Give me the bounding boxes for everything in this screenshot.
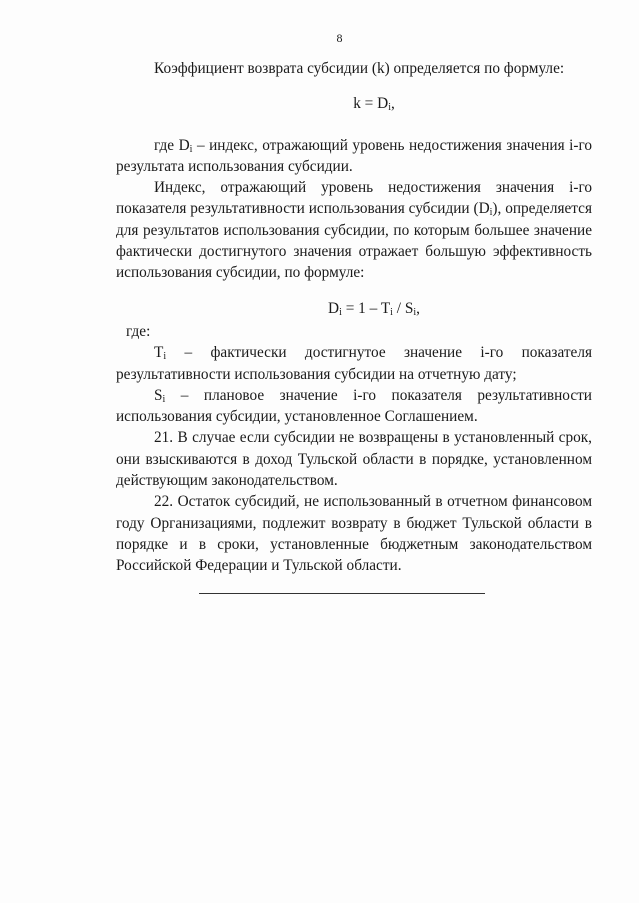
paragraph-22: 22. Остаток субсидий, не использованный в отчетном финансовом году Организациями, подлежит возврату в бюджет Тульской области в порядке и в сроки, установленные бюджетным законодательством Российской Федерации и Тульской области.: [116, 493, 592, 575]
ti-rest: – фактически достигнутое значение i-го показателя результативности использования субсидии на отчетную дату;: [116, 344, 592, 383]
di-def-subscript: i: [189, 143, 193, 155]
document-body: [116, 58, 592, 577]
index-rest: ), определяется для результатов использования субсидии, по которым большее значение фактически достигнутого значения отражает большую эффективность использования субсидии, по формуле:: [116, 200, 592, 282]
formula-d-part4: ,: [416, 299, 420, 317]
end-separator-line: [199, 593, 485, 594]
formula-d-sub1: i: [339, 306, 342, 318]
formula-k-lhs: k = D: [353, 95, 389, 113]
paragraph-si-definition: [116, 385, 592, 428]
index-subscript: i: [489, 207, 493, 219]
ti-subscript: i: [163, 351, 167, 363]
paragraph-coefficient-intro: Коэффициент возврата субсидии (k) определяется по формуле:: [154, 60, 565, 77]
si-rest: – плановое значение i-го показателя результативности использования субсидии, установленное Соглашением.: [116, 386, 592, 426]
formula-d-sub3: i: [413, 306, 417, 318]
si-start: S: [154, 386, 163, 404]
paragraph-index: [116, 177, 592, 283]
formula-d: [116, 298, 592, 319]
ti-start: T: [154, 344, 164, 362]
index-start: Индекс, отражающий уровень недостижения значения i-го показателя результативности использования субсидии (D: [116, 179, 592, 218]
formula-k: [116, 93, 592, 114]
formula-d-part1: D: [328, 299, 340, 317]
formula-d-part2: = 1 – T: [341, 299, 391, 317]
formula-k-tail: ,: [390, 95, 395, 113]
di-def-start: где D: [154, 136, 190, 154]
paragraph-di-definition: [116, 135, 592, 178]
page-number: 8: [336, 31, 343, 45]
formula-d-part3: / S: [392, 299, 414, 317]
formula-k-subscript: i: [388, 102, 391, 114]
where-label: где:: [126, 322, 151, 340]
paragraph-ti-definition: [116, 342, 592, 385]
di-def-rest: – индекс, отражающий уровень недостижения значения i-го результата использования субсидии.: [116, 136, 592, 175]
si-subscript: i: [162, 393, 166, 405]
formula-d-sub2: i: [390, 306, 393, 318]
paragraph-21: 21. В случае если субсидии не возвращены в установленный срок, они взыскиваются в доход Тульской области в порядке, установленном действующим законодательством.: [116, 429, 592, 490]
